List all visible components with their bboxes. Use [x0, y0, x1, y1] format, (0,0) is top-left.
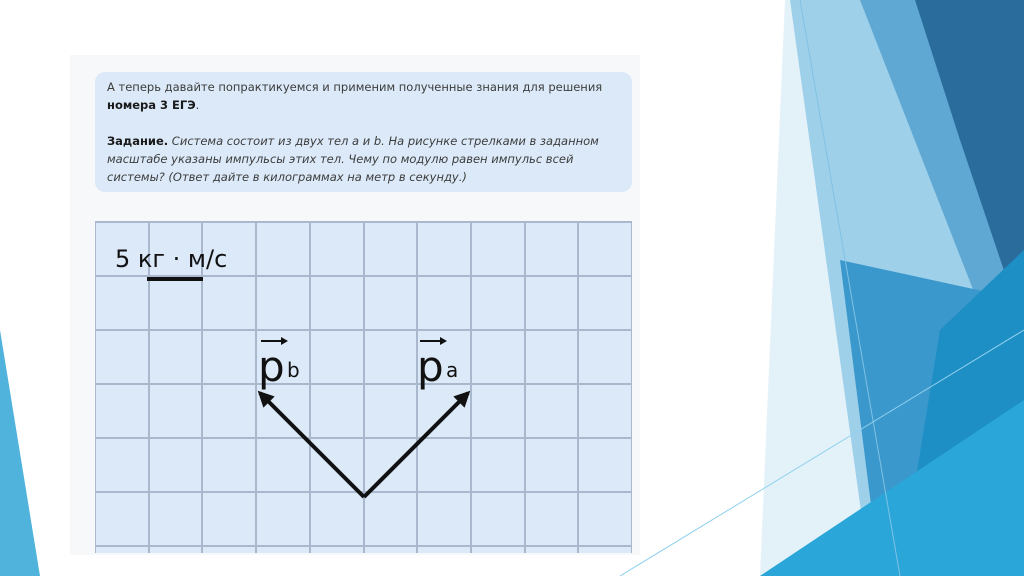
- vector-b-symbol: p: [258, 342, 285, 391]
- vector-a-sub: a: [446, 358, 459, 382]
- scale-label: 5 кг · м/с: [115, 245, 228, 273]
- intro-paragraph: [107, 78, 620, 114]
- intro-text: А теперь давайте попрактикуемся и применим полученные знания для решения: [107, 80, 603, 94]
- task-body: Система состоит из двух тел a и b. На рисунке стрелками в заданном масштабе указаны импульсы этих тел. Чему по модулю равен импульс всей системы? (Ответ дайте в килограммах на метр в секунду.): [107, 134, 599, 184]
- intro-bold: номера 3 ЕГЭ: [107, 98, 196, 112]
- vector-b-sub: b: [287, 358, 300, 382]
- task-label: Задание.: [107, 134, 169, 148]
- intro-end: .: [195, 98, 200, 112]
- task-paragraph: [107, 132, 620, 186]
- momentum-figure: [95, 221, 632, 553]
- task-box: [95, 72, 632, 192]
- vector-a-symbol: p: [417, 342, 444, 391]
